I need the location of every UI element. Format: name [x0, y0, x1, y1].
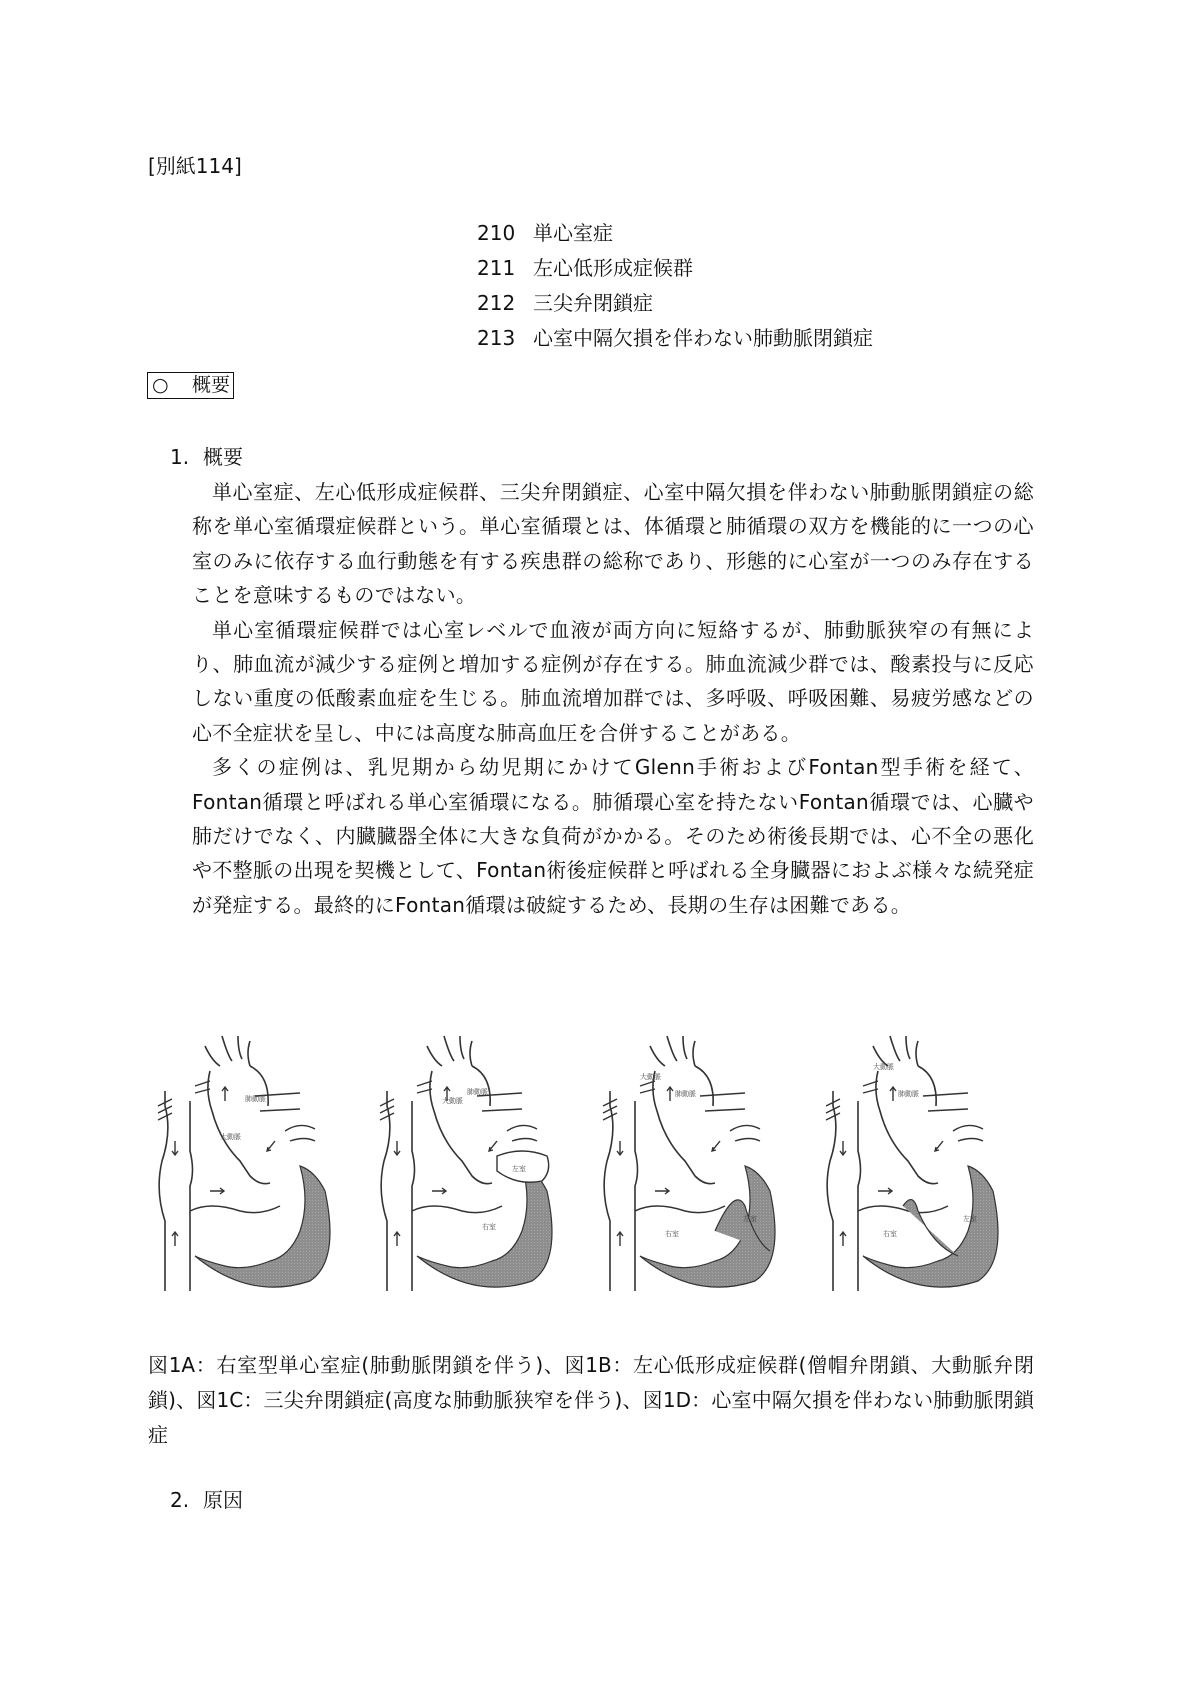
figure-caption: 図1A：右室型単心室症(肺動脈閉鎖を伴う)、図1B：左心低形成症候群(僧帽弁閉鎖、大動脈弁閉鎖)、図1C：三尖弁閉鎖症(高度な肺動脈狭窄を伴う)、図1D：心室中隔欠損を伴わない肺動脈閉鎖症	[148, 1353, 1034, 1447]
disease-list	[477, 220, 873, 360]
section-heading-overview	[170, 444, 243, 470]
svg-text:大動脈: 大動脈	[640, 1073, 661, 1081]
svg-text:右室: 右室	[665, 1230, 679, 1238]
disease-item	[477, 220, 873, 255]
disease-name: 心室中隔欠損を伴わない肺動脈閉鎖症	[533, 326, 873, 350]
paragraph: 単心室循環症候群では心室レベルで血液が両方向に短絡するが、肺動脈狭窄の有無により、肺血流が減少する症例と増加する症例が存在する。肺血流減少群では、酸素投与に反応しない重度の低酸素血症を生じる。肺血流増加群では、多呼吸、呼吸困難、易疲労感などの心不全症状を呈し、中には高度な肺高血圧を合併することがある。	[192, 617, 1034, 745]
section-title: 原因	[203, 1488, 243, 1512]
paragraph: 単心室症、左心低形成症候群、三尖弁閉鎖症、心室中隔欠損を伴わない肺動脈閉鎖症の総称を単心室循環症候群という。単心室循環とは、体循環と肺循環の双方を機能的に一つの心室のみに依存する血行動態を有する疾患群の総称であり、形態的に心室が一つのみ存在することを意味するものではない。	[192, 480, 1034, 608]
heart-diagrams-svg	[150, 1011, 1030, 1295]
disease-code: 211	[477, 256, 516, 280]
svg-text:大動脈: 大動脈	[220, 1133, 241, 1141]
disease-code: 210	[477, 221, 516, 245]
svg-text:肺動脈: 肺動脈	[245, 1095, 266, 1103]
disease-code: 213	[477, 326, 516, 350]
section-box-title: 概要	[192, 374, 231, 396]
paragraph: 多くの症例は、乳児期から幼児期にかけてGlenn手術およびFontan型手術を経て、Fontan循環と呼ばれる単心室循環になる。肺循環心室を持たないFontan循環では、心臓や肺だけでなく、内臓臓器全体に大きな負荷がかかる。そのため術後長期では、心不全の悪化や不整脈の出現を契機として、Fontan術後症候群と呼ばれる全身臓器におよぶ様々な続発症が発症する。最終的にFontan循環は破綻するため、長期の生存は困難である。	[192, 755, 1034, 917]
overview-section-box	[147, 372, 234, 399]
panel-1b	[380, 1036, 552, 1291]
disease-item	[477, 325, 873, 360]
svg-text:大動脈: 大動脈	[873, 1063, 894, 1071]
section-heading-cause	[170, 1487, 243, 1513]
disease-name: 単心室症	[533, 221, 613, 245]
svg-text:肺動脈: 肺動脈	[898, 1090, 919, 1098]
panel-1c	[603, 1036, 775, 1291]
disease-code: 212	[477, 291, 516, 315]
disease-name: 左心低形成症候群	[533, 256, 693, 280]
svg-text:右室: 右室	[883, 1230, 897, 1238]
panel-1a	[158, 1036, 330, 1291]
svg-text:左室: 左室	[512, 1165, 526, 1173]
overview-body	[192, 475, 1034, 922]
disease-item	[477, 290, 873, 325]
svg-text:大動脈: 大動脈	[442, 1097, 463, 1105]
svg-text:右室: 右室	[482, 1223, 496, 1231]
section-title: 概要	[203, 445, 243, 469]
heart-diagram-figure	[150, 1011, 1030, 1295]
section-number: 2.	[170, 1488, 190, 1512]
circle-marker-icon: ○	[152, 374, 169, 396]
svg-text:左室: 左室	[743, 1215, 757, 1223]
svg-text:肺動脈: 肺動脈	[467, 1088, 488, 1096]
svg-text:左室: 左室	[963, 1215, 977, 1223]
annex-label: [別紙114]	[148, 154, 242, 178]
disease-name: 三尖弁閉鎖症	[533, 291, 653, 315]
svg-text:肺動脈: 肺動脈	[675, 1090, 696, 1098]
section-number: 1.	[170, 445, 190, 469]
disease-item	[477, 255, 873, 290]
panel-1d	[826, 1036, 998, 1291]
